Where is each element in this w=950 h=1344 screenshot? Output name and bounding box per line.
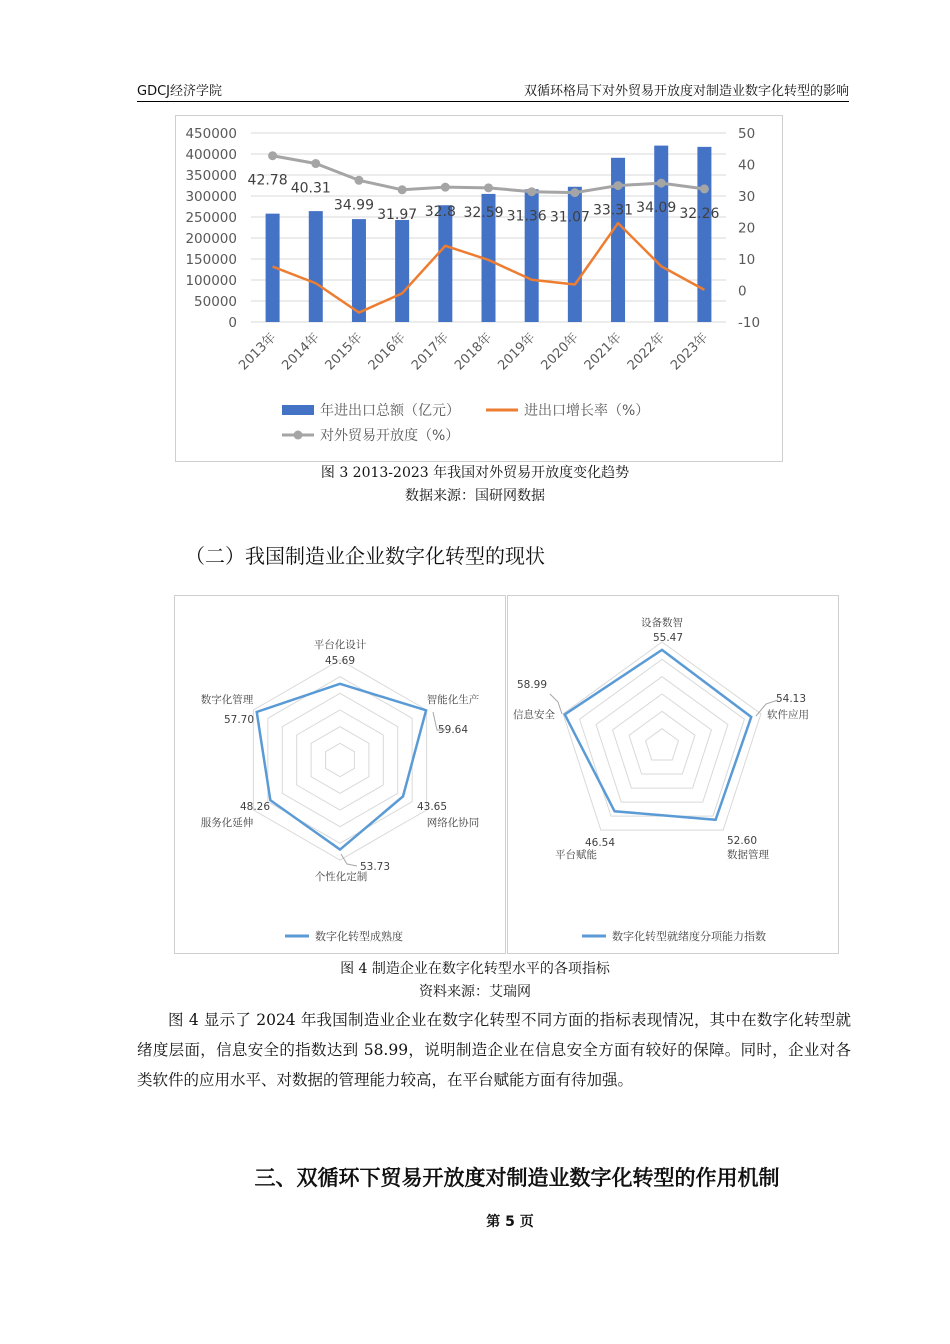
radar-axis-label: 平台化设计	[313, 639, 367, 651]
x-tick-label: 2018年	[452, 330, 496, 374]
y-left-tick-label: 300000	[185, 189, 237, 205]
openness-data-label: 31.36	[506, 208, 547, 225]
openness-data-label: 42.78	[247, 172, 288, 189]
y-right-tick-label: 0	[738, 283, 747, 300]
page-number: 第 5 页	[486, 1214, 534, 1230]
openness-point	[311, 159, 320, 168]
y-left-tick-label: 100000	[185, 273, 237, 289]
openness-data-label: 31.97	[377, 206, 418, 223]
openness-data-label: 34.09	[636, 200, 677, 217]
y-left-tick-label: 50000	[194, 294, 237, 310]
radar-axis-label: 软件应用	[767, 709, 809, 721]
bar	[568, 187, 582, 322]
y-left-tick-label: 150000	[185, 252, 237, 268]
x-tick-label: 2023年	[668, 330, 712, 374]
radar-readiness	[508, 596, 838, 953]
openness-point	[441, 183, 450, 192]
trade-chart	[176, 116, 782, 461]
x-tick-label: 2014年	[279, 330, 323, 374]
header-left: GDCJ经济学院	[137, 84, 222, 99]
y-right-tick-label: 50	[738, 126, 756, 142]
figure3-caption: 图 3 2013-2023 年我国对外贸易开放度变化趋势	[320, 465, 630, 481]
radar-value-label: 52.60	[726, 835, 758, 847]
y-right-tick-label: -10	[738, 315, 761, 331]
y-left-tick-label: 450000	[185, 126, 237, 142]
radar-axis-label: 服务化延伸	[200, 817, 254, 829]
radar-left-frame	[174, 595, 506, 954]
radar-value-label: 55.47	[652, 632, 684, 644]
openness-data-label: 32.26	[679, 205, 720, 222]
legend-label-growth: 进出口增长率（%）	[524, 403, 650, 419]
radar-grid-ring	[282, 693, 397, 826]
radar-legend-label: 数字化转型成熟度	[315, 930, 403, 943]
figure3-frame	[175, 115, 783, 462]
x-tick-label: 2020年	[538, 330, 582, 374]
openness-point	[570, 188, 579, 197]
bar	[438, 205, 452, 322]
openness-data-label: 31.07	[549, 209, 590, 226]
radar-maturity	[175, 596, 505, 953]
header-right: 双循环格局下对外贸易开放度对制造业数字化转型的影响	[523, 84, 849, 99]
radar-leader-line	[341, 854, 357, 866]
bar	[309, 211, 323, 322]
radar-grid-ring	[311, 727, 369, 794]
radar-value-label: 57.70	[223, 714, 255, 726]
openness-point	[484, 183, 493, 192]
radar-axis-label: 网络化协同	[426, 817, 480, 829]
x-tick-label: 2017年	[408, 330, 453, 374]
y-right-tick-label: 30	[738, 189, 756, 205]
radar-legend-label: 数字化转型就绪度分项能力指数	[612, 930, 766, 943]
radar-value-label: 45.69	[324, 655, 356, 667]
radar-value-label: 53.73	[359, 861, 391, 873]
figure4-source: 资料来源：艾瑞网	[419, 984, 531, 1000]
x-tick-label: 2019年	[495, 330, 539, 374]
radar-grid-ring	[629, 711, 695, 774]
x-tick-label: 2022年	[624, 330, 669, 374]
y-left-tick-label: 250000	[185, 210, 237, 226]
section3-title: 三、双循环下贸易开放度对制造业数字化转型的作用机制	[254, 1166, 780, 1190]
openness-data-label: 32.8	[424, 204, 456, 221]
y-left-tick-label: 400000	[185, 147, 237, 163]
radar-grid-ring	[297, 710, 384, 810]
y-right-tick-label: 40	[738, 157, 756, 174]
radar-value-label: 54.13	[775, 693, 807, 705]
radar-axis-label: 平台赋能	[555, 849, 597, 861]
legend-label-openness: 对外贸易开放度（%）	[320, 428, 460, 444]
openness-point	[268, 151, 277, 160]
radar-value-label: 59.64	[437, 724, 469, 736]
y-right-tick-label: 10	[738, 252, 756, 268]
openness-point	[398, 185, 407, 194]
bar	[654, 146, 668, 322]
radar-data-polygon	[565, 650, 751, 820]
radar-grid-ring	[253, 660, 426, 860]
radar-value-label: 43.65	[416, 801, 448, 813]
radar-axis-label: 数字化管理	[200, 694, 254, 706]
section2-title: （二）我国制造业企业数字化转型的现状	[185, 544, 545, 568]
legend-swatch-bar	[282, 405, 314, 415]
radar-right-frame	[507, 595, 839, 954]
legend-label-trade-total: 年进出口总额（亿元）	[320, 403, 460, 419]
radar-value-label: 46.54	[584, 837, 616, 849]
x-tick-label: 2016年	[365, 330, 409, 374]
openness-point	[657, 179, 666, 188]
radar-axis-label: 设备数智	[641, 617, 683, 629]
radar-axis-label: 数据管理	[727, 849, 769, 861]
radar-value-label: 48.26	[239, 801, 271, 813]
radar-value-label: 58.99	[516, 679, 548, 691]
x-tick-label: 2015年	[322, 330, 366, 374]
y-left-tick-label: 350000	[185, 168, 237, 184]
radar-axis-label: 个性化定制	[314, 871, 368, 883]
figure4-caption: 图 4 制造企业在数字化转型水平的各项指标	[340, 961, 610, 977]
openness-point	[700, 184, 709, 193]
openness-data-label: 33.31	[592, 202, 634, 219]
bar	[352, 219, 366, 322]
x-tick-label: 2013年	[236, 330, 280, 374]
body-paragraph: 图 4 显示了 2024 年我国制造业企业在数字化转型不同方面的指标表现情况，其中在数字化转型就绪度层面，信息安全的指数达到 58.99，说明制造企业在信息安全方面有较好的保障。同时，企业对各类软件的应用水平、对数据的管理能力较高，在平台赋能方面有待加强。	[137, 1011, 851, 1089]
figure3-source: 数据来源：国研网数据	[405, 488, 545, 504]
radar-grid-ring	[646, 729, 679, 760]
radar-axis-label: 信息安全	[513, 709, 555, 721]
openness-data-label: 34.99	[333, 197, 375, 214]
y-right-tick-label: 20	[738, 220, 756, 237]
radar-grid-ring	[326, 743, 355, 776]
openness-point	[354, 176, 363, 185]
openness-point	[614, 181, 623, 190]
x-tick-label: 2021年	[581, 330, 625, 374]
openness-data-label: 32.59	[463, 204, 504, 221]
openness-point	[527, 187, 536, 196]
radar-axis-label: 智能化生产	[426, 694, 480, 706]
bar	[697, 147, 711, 322]
bar	[395, 220, 409, 322]
openness-data-label: 40.31	[290, 180, 331, 197]
y-left-tick-label: 0	[228, 315, 237, 331]
legend-swatch-openness-marker	[294, 431, 303, 440]
y-left-tick-label: 200000	[185, 231, 237, 247]
header-rule	[137, 101, 849, 102]
